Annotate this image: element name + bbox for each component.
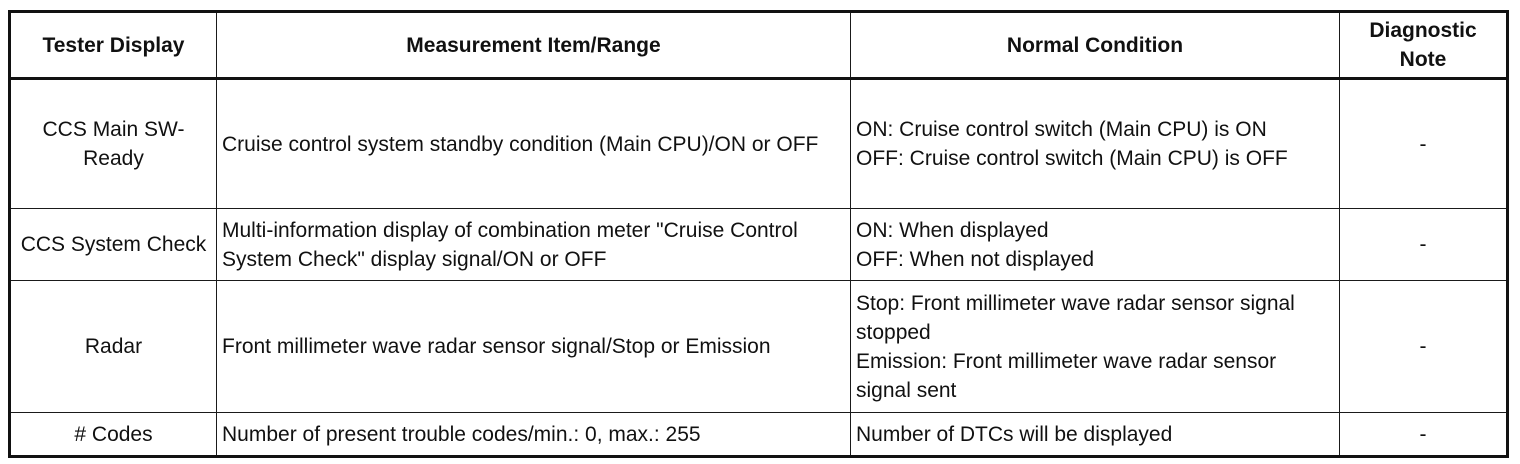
normal-condition-line: Emission: Front millimeter wave radar sensor signal sent [856,349,1277,402]
header-normal-condition: Normal Condition [851,12,1340,79]
tester-display-cell: CCS Main SW-Ready [10,79,217,209]
measurement-cell: Cruise control system standby condition (Main CPU)/ON or OFF [217,79,851,209]
normal-condition-line: ON: When displayed [856,218,1049,242]
tester-display-cell: CCS System Check [10,209,217,281]
tester-display-cell: # Codes [10,413,217,457]
normal-condition-line: OFF: Cruise control switch (Main CPU) is OFF [856,147,1288,170]
header-diagnostic-note: Diagnostic Note [1340,12,1508,79]
normal-condition-line: OFF: When not displayed [856,247,1095,271]
table-row [10,79,1508,209]
table-row [10,281,1508,413]
header-tester-display: Tester Display [10,12,217,79]
table-header-row [10,12,1508,79]
diagnostic-note-cell: - [1340,413,1508,457]
header-measurement-item: Measurement Item/Range [217,12,851,79]
diagnostic-note-cell: - [1340,209,1508,281]
measurement-cell: Multi-information display of combination meter "Cruise Control System Check" display signal/ON or OFF [217,209,851,281]
normal-condition-cell [851,209,1340,281]
data-list-table [8,10,1509,458]
diagnostic-note-cell: - [1340,281,1508,413]
normal-condition-cell [851,79,1340,209]
normal-condition-cell [851,413,1340,457]
tester-display-cell: Radar [10,281,217,413]
table-row [10,413,1508,457]
normal-condition-cell [851,281,1340,413]
normal-condition-line: ON: Cruise control switch (Main CPU) is ON [856,118,1267,141]
normal-condition-line: Number of DTCs will be displayed [856,422,1173,446]
measurement-cell: Number of present trouble codes/min.: 0, max.: 255 [217,413,851,457]
normal-condition-line: Stop: Front millimeter wave radar sensor signal stopped [856,291,1295,344]
diagnostic-note-cell: - [1340,79,1508,209]
table-row [10,209,1508,281]
measurement-cell: Front millimeter wave radar sensor signal/Stop or Emission [217,281,851,413]
